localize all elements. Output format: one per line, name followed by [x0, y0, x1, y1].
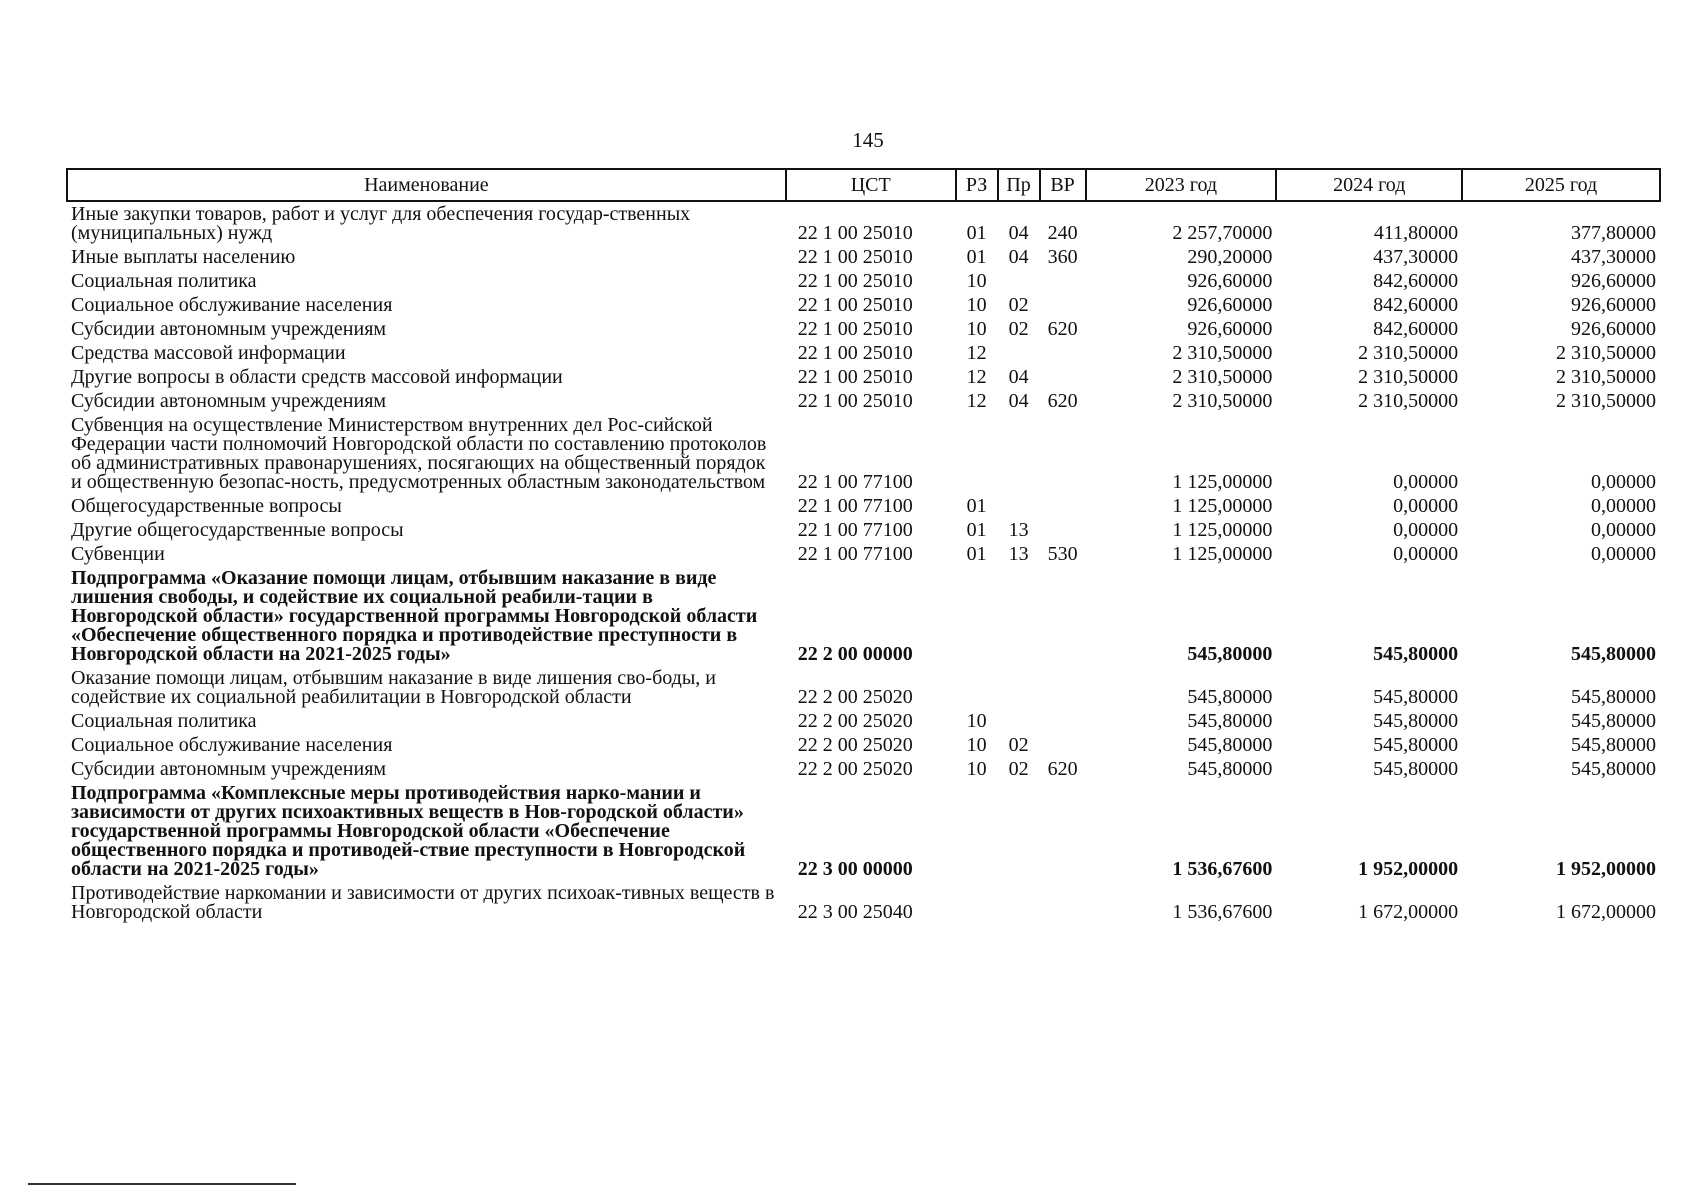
cell-code: 22 1 00 25010 [797, 222, 913, 244]
cell-rz: 01 [966, 543, 987, 565]
cell-y2025: 2 310,50000 [1556, 342, 1656, 364]
cell-rz: 10 [966, 710, 987, 732]
table-body [67, 201, 1660, 924]
cell-pr: 02 [1008, 318, 1029, 340]
cell-code: 22 1 00 25010 [797, 390, 913, 412]
cell-y2025: 926,60000 [1571, 294, 1656, 316]
cell-y2023: 2 257,70000 [1172, 222, 1273, 244]
cell-code: 22 1 00 25010 [797, 270, 913, 292]
cell-pr [998, 709, 1040, 733]
cell-name: Социальная политика [71, 270, 257, 292]
cell-y2023: 545,80000 [1187, 710, 1273, 732]
cell-vr [1040, 881, 1086, 924]
cell-rz [956, 566, 998, 666]
cell-pr [998, 413, 1040, 494]
cell-name: Подпрограмма «Оказание помощи лицам, отбывшим наказание в виде лишения свободы, и содействие их социальной реабили-тации в Новгородской области» государственной программы Новгородской области «Обеспечение общественного порядка и противодействие преступности в Новгородской области на 2021-2025 годы» [71, 567, 758, 665]
cell-y2023: 2 310,50000 [1172, 390, 1273, 412]
cell-name: Оказание помощи лицам, отбывшим наказание в виде лишения сво-боды, и содействие их социальной реабилитации в Новгородской области [71, 667, 716, 708]
cell-rz: 01 [966, 246, 987, 268]
header-2023: 2023 год [1086, 169, 1277, 201]
cell-y2025: 926,60000 [1571, 270, 1656, 292]
cell-pr [998, 666, 1040, 709]
cell-rz: 12 [966, 366, 987, 388]
cell-name: Общегосударственные вопросы [71, 495, 342, 517]
cell-rz: 12 [966, 390, 987, 412]
cell-rz: 01 [966, 222, 987, 244]
cell-y2025: 437,30000 [1571, 246, 1656, 268]
cell-y2024: 0,00000 [1393, 495, 1459, 517]
cell-code: 22 1 00 25010 [797, 366, 913, 388]
table-row [67, 733, 1660, 757]
cell-y2023: 1 125,00000 [1172, 519, 1273, 541]
cell-pr: 04 [1008, 246, 1029, 268]
header-name: Наименование [67, 169, 786, 201]
header-2024: 2024 год [1276, 169, 1462, 201]
cell-pr: 04 [1008, 222, 1029, 244]
cell-vr: 530 [1047, 543, 1078, 565]
cell-rz: 10 [966, 270, 987, 292]
cell-y2024: 842,60000 [1373, 294, 1459, 316]
header-rz: РЗ [956, 169, 998, 201]
cell-name: Средства массовой информации [71, 342, 346, 364]
table-row [67, 293, 1660, 317]
cell-y2024: 0,00000 [1393, 543, 1459, 565]
cell-vr [1040, 413, 1086, 494]
cell-y2024: 842,60000 [1373, 270, 1459, 292]
cell-y2024: 2 310,50000 [1358, 390, 1459, 412]
cell-y2024: 545,80000 [1373, 686, 1459, 708]
cell-name: Иные закупки товаров, работ и услуг для обеспечения государ-ственных (муниципальных) нужд [71, 203, 691, 244]
cell-y2023: 545,80000 [1187, 734, 1273, 756]
cell-y2024: 545,80000 [1373, 710, 1459, 732]
cell-y2023: 545,80000 [1187, 643, 1273, 665]
cell-code: 22 2 00 25020 [797, 686, 913, 708]
cell-y2023: 2 310,50000 [1172, 342, 1273, 364]
cell-name: Субсидии автономным учреждениям [71, 390, 387, 412]
cell-y2024: 545,80000 [1373, 758, 1459, 780]
cell-y2025: 0,00000 [1591, 471, 1656, 493]
table-row [67, 365, 1660, 389]
cell-y2024: 2 310,50000 [1358, 366, 1459, 388]
cell-y2023: 926,60000 [1187, 270, 1273, 292]
table-row [67, 317, 1660, 341]
table-row [67, 341, 1660, 365]
cell-code: 22 1 00 77100 [797, 519, 913, 541]
table-row [67, 201, 1660, 245]
table-row [67, 245, 1660, 269]
cell-y2024: 0,00000 [1393, 519, 1459, 541]
page-number: 145 [852, 128, 884, 152]
cell-vr [1040, 709, 1086, 733]
header-code: ЦСТ [786, 169, 956, 201]
cell-pr [998, 881, 1040, 924]
cell-y2025: 545,80000 [1571, 758, 1656, 780]
cell-y2025: 1 672,00000 [1556, 901, 1656, 923]
cell-vr [1040, 518, 1086, 542]
cell-code: 22 3 00 25040 [797, 901, 913, 923]
cell-code: 22 1 00 25010 [797, 294, 913, 316]
cell-rz: 10 [966, 294, 987, 316]
cell-y2023: 545,80000 [1187, 758, 1273, 780]
cell-y2023: 545,80000 [1187, 686, 1273, 708]
cell-name: Субсидии автономным учреждениям [71, 758, 387, 780]
cell-y2025: 2 310,50000 [1556, 366, 1656, 388]
cell-rz: 10 [966, 318, 987, 340]
cell-name: Подпрограмма «Комплексные меры противодействия нарко-мании и зависимости от других психоактивных веществ в Нов-городской области» государственной программы Новгородской области «Обеспечение общественного порядка и противодей-ствие преступности в Новгородской области на 2021-2025 годы» [71, 782, 746, 880]
cell-y2024: 437,30000 [1373, 246, 1459, 268]
cell-code: 22 1 00 25010 [797, 318, 913, 340]
cell-name: Социальное обслуживание населения [71, 294, 393, 316]
cell-name: Социальное обслуживание населения [71, 734, 393, 756]
cell-code: 22 1 00 25010 [797, 246, 913, 268]
cell-pr [998, 494, 1040, 518]
cell-y2023: 290,20000 [1187, 246, 1273, 268]
cell-y2023: 926,60000 [1187, 318, 1273, 340]
cell-pr [998, 269, 1040, 293]
cell-y2023: 1 125,00000 [1172, 471, 1273, 493]
cell-vr [1040, 733, 1086, 757]
cell-code: 22 3 00 00000 [797, 858, 913, 880]
cell-name: Субвенции [71, 543, 165, 565]
cell-vr: 620 [1047, 390, 1078, 412]
cell-rz: 10 [966, 758, 987, 780]
cell-name: Другие вопросы в области средств массовой информации [71, 366, 563, 388]
cell-rz [956, 781, 998, 881]
cell-code: 22 2 00 25020 [797, 734, 913, 756]
cell-pr: 04 [1008, 390, 1029, 412]
cell-y2025: 545,80000 [1571, 710, 1656, 732]
cell-y2024: 0,00000 [1393, 471, 1459, 493]
cell-y2025: 0,00000 [1591, 495, 1656, 517]
table-row [67, 518, 1660, 542]
cell-y2024: 1 952,00000 [1358, 858, 1459, 880]
cell-vr [1040, 494, 1086, 518]
table-row [67, 881, 1660, 924]
cell-y2024: 411,80000 [1373, 222, 1459, 244]
cell-code: 22 2 00 25020 [797, 710, 913, 732]
cell-vr: 240 [1047, 222, 1078, 244]
table-row [67, 494, 1660, 518]
cell-code: 22 1 00 77100 [797, 495, 913, 517]
cell-y2025: 545,80000 [1571, 643, 1656, 665]
cell-vr [1040, 365, 1086, 389]
footer-divider [28, 1183, 296, 1185]
cell-rz [956, 413, 998, 494]
cell-pr: 02 [1008, 294, 1029, 316]
cell-vr [1040, 781, 1086, 881]
cell-y2024: 1 672,00000 [1358, 901, 1459, 923]
cell-y2025: 545,80000 [1571, 686, 1656, 708]
cell-y2025: 0,00000 [1591, 543, 1656, 565]
cell-y2023: 926,60000 [1187, 294, 1273, 316]
cell-pr: 02 [1008, 758, 1029, 780]
cell-y2023: 2 310,50000 [1172, 366, 1273, 388]
cell-y2023: 1 125,00000 [1172, 543, 1273, 565]
cell-pr [998, 341, 1040, 365]
cell-vr: 360 [1047, 246, 1078, 268]
table-row [67, 666, 1660, 709]
table-row [67, 566, 1660, 666]
cell-name: Субвенция на осуществление Министерством внутренних дел Рос-сийской Федерации части полномочий Новгородской области по составлению протоколов об административных правонарушениях, посягающих на общественный порядок и общественную безопас-ность, предусмотренных областным законодательством [71, 414, 767, 493]
cell-code: 22 1 00 77100 [797, 471, 913, 493]
cell-y2025: 1 952,00000 [1556, 858, 1656, 880]
cell-pr [998, 781, 1040, 881]
cell-rz [956, 666, 998, 709]
cell-name: Противодействие наркомании и зависимости от других психоак-тивных веществ в Новгородской области [71, 882, 775, 923]
cell-y2023: 1 125,00000 [1172, 495, 1273, 517]
cell-name: Другие общегосударственные вопросы [71, 519, 404, 541]
cell-pr: 02 [1008, 734, 1029, 756]
table-row [67, 781, 1660, 881]
cell-vr [1040, 341, 1086, 365]
cell-vr [1040, 269, 1086, 293]
table-row [67, 709, 1660, 733]
cell-rz: 10 [966, 734, 987, 756]
cell-y2025: 0,00000 [1591, 519, 1656, 541]
cell-pr: 04 [1008, 366, 1029, 388]
cell-pr: 13 [1008, 543, 1029, 565]
cell-rz: 01 [966, 495, 987, 517]
table-row [67, 542, 1660, 566]
cell-rz: 12 [966, 342, 987, 364]
cell-y2025: 545,80000 [1571, 734, 1656, 756]
cell-code: 22 2 00 25020 [797, 758, 913, 780]
cell-code: 22 1 00 77100 [797, 543, 913, 565]
cell-name: Иные выплаты населению [71, 246, 296, 268]
cell-y2023: 1 536,67600 [1172, 858, 1273, 880]
table-header-row [67, 169, 1660, 201]
cell-vr: 620 [1047, 318, 1078, 340]
table-row [67, 757, 1660, 781]
cell-y2025: 377,80000 [1571, 222, 1656, 244]
cell-y2024: 2 310,50000 [1358, 342, 1459, 364]
cell-rz [956, 881, 998, 924]
table-row [67, 389, 1660, 413]
cell-y2024: 842,60000 [1373, 318, 1459, 340]
cell-vr [1040, 666, 1086, 709]
cell-vr: 620 [1047, 758, 1078, 780]
budget-table [66, 168, 1661, 924]
cell-vr [1040, 293, 1086, 317]
cell-code: 22 1 00 25010 [797, 342, 913, 364]
table-row [67, 269, 1660, 293]
cell-name: Социальная политика [71, 710, 257, 732]
cell-vr [1040, 566, 1086, 666]
table-row [67, 413, 1660, 494]
cell-rz: 01 [966, 519, 987, 541]
cell-y2025: 926,60000 [1571, 318, 1656, 340]
header-vr: ВР [1040, 169, 1086, 201]
cell-name: Субсидии автономным учреждениям [71, 318, 387, 340]
cell-pr [998, 566, 1040, 666]
cell-code: 22 2 00 00000 [797, 643, 913, 665]
header-2025: 2025 год [1462, 169, 1660, 201]
header-pr: Пр [998, 169, 1040, 201]
cell-pr: 13 [1008, 519, 1029, 541]
cell-y2024: 545,80000 [1373, 734, 1459, 756]
cell-y2023: 1 536,67600 [1172, 901, 1273, 923]
cell-y2024: 545,80000 [1373, 643, 1459, 665]
cell-y2025: 2 310,50000 [1556, 390, 1656, 412]
